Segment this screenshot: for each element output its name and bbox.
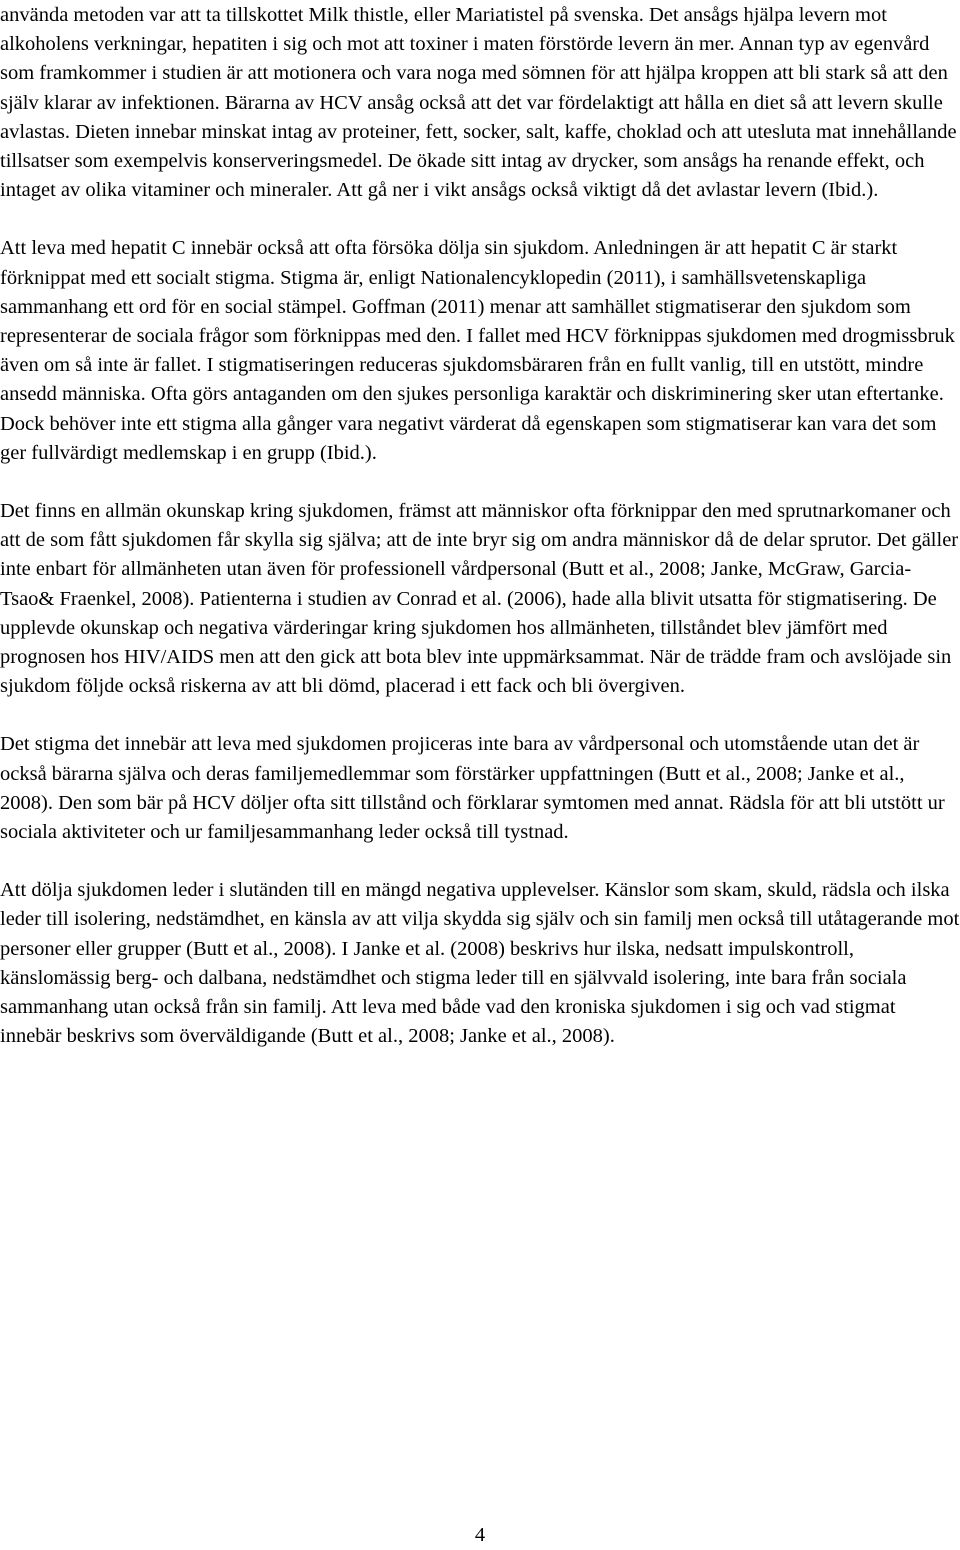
page-number: 4 — [474, 1524, 486, 1546]
paragraph-projected-stigma: Det stigma det innebär att leva med sjukdomen projiceras inte bara av vårdpersonal och utomstående utan det är också bärarna själva och deras familjemedlemmar som förstärker uppfattningen (Butt et al., 2008; Janke et al., 2008). Den som bär på HCV döljer ofta sitt tillstånd och förklarar symtomen med annat. Rädsla för att bli utstött ur sociala aktiviteter och ur familjesammanhang leder också till tystnad. — [0, 733, 945, 844]
body-text — [0, 1, 960, 1081]
paragraph-self-care: använda metoden var att ta tillskottet Milk thistle, eller Mariatistel på svenska. Det ansågs hjälpa levern mot alkoholens verkningar, hepatiten i sig och mot att toxiner i maten förstörde levern än mer. Annan typ av egenvård som framkommer i studien är att motionera och vara noga med sömnen för att hjälpa kroppen att bli stark så att den själv klarar av infektionen. Bärarna av HCV ansåg också att det var fördelaktigt att hålla en diet så att levern skulle avlastas. Dieten innebar minskat intag av proteiner, fett, socker, salt, kaffe, choklad och att utesluta mat innehållande tillsatser som exempelvis konserveringsmedel. De ökade sitt intag av drycker, som ansågs ha renande effekt, och intaget av olika vitaminer och mineraler. Att gå ner i vikt ansågs också viktigt då det avlastar levern (Ibid.). — [0, 4, 957, 202]
paragraph-public-ignorance: Det finns en allmän okunskap kring sjukdomen, främst att människor ofta förknippar den med sprutnarkomaner och att de som fått sjukdomen får skylla sig själva; att de inte bryr sig om andra människor då de delar sprutor. Det gäller inte enbart för allmänheten utan även för professionell vårdpersonal (Butt et al., 2008; Janke, McGraw, Garcia-Tsao& Fraenkel, 2008). Patienterna i studien av Conrad et al. (2006), hade alla blivit utsatta för stigmatisering. De upplevde okunskap och negativa värderingar kring sjukdomen hos allmänheten, tillståndet blev jämfört med prognosen hos HIV/AIDS men att den gick att bota blev inte uppmärksammat. När de trädde fram och avslöjade sin sjukdom följde också riskerna av att bli dömd, placerad i ett fack och bli övergiven. — [0, 500, 959, 698]
paragraph-stigma-definition: Att leva med hepatit C innebär också att ofta försöka dölja sin sjukdom. Anledningen är att hepatit C är starkt förknippat med ett socialt stigma. Stigma är, enligt Nationalencyklopedin (2011), i samhällsvetenskapliga sammanhang ett ord för en social stämpel. Goffman (2011) menar att samhället stigmatiserar den sjukdom som representerar de sociala frågor som förknippas med den. I fallet med HCV förknippas sjukdomen med drogmissbruk även om så inte är fallet. I stigmatiseringen reduceras sjukdomsbäraren från en fullt vanlig, till en utstött, mindre ansedd människa. Ofta görs antaganden om den sjukes personliga karaktär och diskriminering sker utan eftertanke. Dock behöver inte ett stigma alla gånger vara negativt värderat då egenskapen som stigmatiserar kan vara det som ger fullvärdigt medlemskap i en grupp (Ibid.). — [0, 237, 955, 464]
paragraph-hiding-consequences: Att dölja sjukdomen leder i slutänden till en mängd negativa upplevelser. Känslor som skam, skuld, rädsla och ilska leder till isolering, nedstämdhet, en känsla av att vilja skydda sig själv och sin familj men också till utåtagerande mot personer eller grupper (Butt et al., 2008). I Janke et al. (2008) beskrivs hur ilska, nedsatt impulskontroll, känslomässig berg- och dalbana, nedstämdhet och stigma leder till en självvald isolering, inte bara från sociala sammanhang utan också från sin familj. Att leva med både vad den kroniska sjukdomen i sig och vad stigmat innebär beskrivs som överväldigande (Butt et al., 2008; Janke et al., 2008). — [0, 879, 960, 1048]
